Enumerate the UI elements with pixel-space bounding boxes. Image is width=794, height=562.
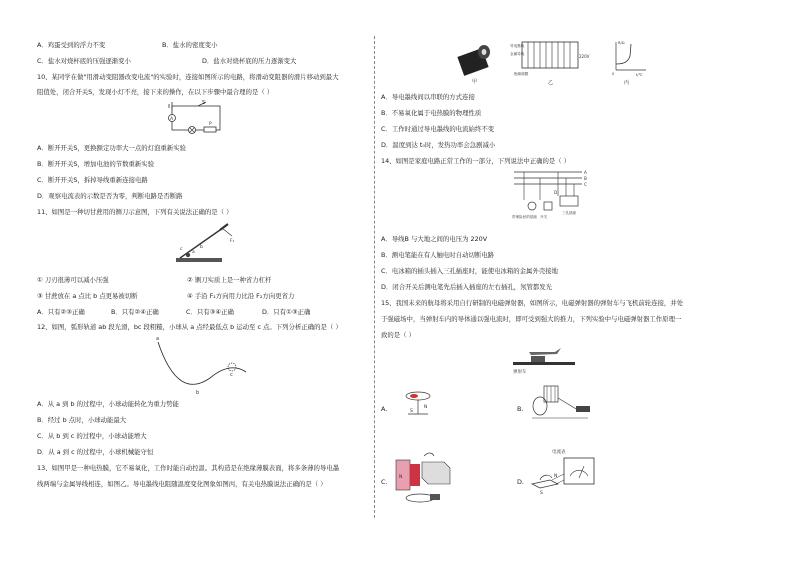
q11-option-b: B．只有②④正确 xyxy=(111,308,159,316)
q11-label-c: c xyxy=(180,247,183,252)
q11-option-c: C．只有③④正确 xyxy=(186,308,234,316)
q10-stem-line2: 阻值处，闭合开关S，发现小灯不亮，接下来的操作，在以下步骤中最合理的是（ ） xyxy=(37,88,274,96)
q15-option-b-letter: B. xyxy=(517,405,524,413)
q14-household-circuit-diagram xyxy=(510,166,600,228)
q13-option-d: D．温度到达 t₀时，发热功率会急剧减小 xyxy=(381,141,496,149)
q15-option-c-figure xyxy=(394,450,458,512)
q12-option-b: B．经过 b 点时，小球动能最大 xyxy=(37,416,127,424)
q15-d-pole-s: S xyxy=(540,491,543,496)
q13-label-ink: 导电墨线 xyxy=(510,44,525,48)
q13-stem-line2: 线两端与金属导线相连，如图乙。导电墨线电阻随温度变化图象如图丙，有关电热膜说法正确的是（ ） xyxy=(37,480,327,488)
q11-label-f1: F₁ xyxy=(230,239,235,244)
q14-label-socket: 三孔插座 xyxy=(562,211,577,215)
q10-option-b: B．断开开关S，增加电池的节数重新实验 xyxy=(37,160,155,168)
q11-option-d: D．只有①③正确 xyxy=(262,308,311,316)
q15-catapult-diagram xyxy=(505,344,585,374)
q12-label-c: c xyxy=(230,372,233,378)
q14-stem: 14、如图是家庭电路正常工作的一部分，下列说法中正确的是（ ） xyxy=(381,157,571,165)
q12-track-diagram xyxy=(150,334,260,396)
q10-label-p: P xyxy=(209,122,212,127)
q14-label-c: C xyxy=(584,182,587,187)
q14-label-d: D xyxy=(554,190,558,195)
prev-option-b: B．盐水的密度变小 xyxy=(162,41,218,49)
q15-d-pole-n: N xyxy=(554,474,558,479)
q10-option-c: C．断开开关S，拆掉导线重新连接电路 xyxy=(37,176,148,184)
q11-label-a: a xyxy=(192,250,195,255)
q13-label-220v: 220V xyxy=(579,54,590,59)
q13-caption-yi: 乙 xyxy=(548,80,554,86)
q12-option-d: D．从 a 到 c 的过程中，小球机械能守恒 xyxy=(37,448,154,456)
q12-label-a: a xyxy=(156,336,160,342)
q14-option-b: B．测电笔能在有人触电时自动切断电路 xyxy=(381,251,495,259)
q15-option-a-figure xyxy=(392,384,440,424)
q10-stem-line1: 10、某同学在做"用滑动变阻器改变电流"的实验时，连接如图所示的电路，将滑动变阻器的滑片移动到最大 xyxy=(37,73,339,81)
q10-option-d: D．观察电流表的示数是否为零，判断电路是否断路 xyxy=(37,192,183,200)
q15-option-b-figure xyxy=(528,382,604,426)
q12-option-c: C．从 b 到 c 的过程中，小球动能增大 xyxy=(37,432,147,440)
q14-label-b: B xyxy=(584,176,587,181)
q11-stem: 11、如图是一种切甘蔗用的铡刀示意图，下列有关说法正确的是（ ） xyxy=(37,208,233,216)
q13-option-b: B．不易氧化属于电热膜的物理性质 xyxy=(381,109,482,117)
q15-stem-line1: 15、我国未来的航母将采用自行研制的电磁弹射器，如图所示，电磁弹射器的弹射车与飞机前轮连接，并处 xyxy=(381,299,684,307)
q10-option-a: A．断开开关S，更换额定功率大一点的灯泡重新实验 xyxy=(37,144,187,152)
q10-circuit-diagram xyxy=(160,98,230,134)
q14-option-d: D．闭合开关后测电笔先后插入插座的左右插孔，氖管都发光 xyxy=(381,283,553,291)
q15-a-pole-s: S xyxy=(410,409,413,414)
q15-option-c-letter: C. xyxy=(381,478,388,486)
q14-label-a: A xyxy=(584,170,587,175)
q10-label-a: A xyxy=(170,117,174,122)
q11-statement-3: ③ 甘蔗放在 a 点比 b 点更易被切断 xyxy=(37,292,138,300)
q11-statement-1: ① 刀刃很薄可以减小压强 xyxy=(37,276,109,284)
q11-cutter-diagram xyxy=(172,218,244,266)
q13-label-film: 绝缘薄膜 xyxy=(514,72,529,76)
q11-option-a: A．只有②③正确 xyxy=(37,308,85,316)
q13-caption-jia: 甲 xyxy=(472,79,478,85)
q13-axis-t: t/℃ xyxy=(636,73,643,77)
q11-statement-2: ② 铡刀实质上是一种省力杠杆 xyxy=(187,276,272,284)
q12-label-b: b xyxy=(196,390,200,396)
q13-figure-bing xyxy=(608,38,650,86)
q12-option-a: A．从 a 到 b 的过程中，小球动能转化为重力势能 xyxy=(37,400,179,408)
q12-stem: 12、如图，弧形轨道 ab 段光滑，bc 段粗糙，小球从 a 点经最低点 b 运动至 c 点。下列分析正确的是（ ） xyxy=(37,323,342,331)
q15-ammeter-label: 电流表 xyxy=(552,450,566,455)
prev-option-c: C．盐水对烧杯底的压强逐渐变小 xyxy=(37,57,131,65)
q13-axis-origin: 0 xyxy=(612,72,615,76)
prev-option-a: A．鸡蛋受到的浮力不变 xyxy=(37,41,106,49)
q11-label-b: b xyxy=(200,245,203,250)
q15-label-catapult: 弹射车 xyxy=(513,370,527,375)
q13-option-a: A．导电墨线间以串联的方式连接 xyxy=(381,93,475,101)
q14-label-fused-socket: 带保险丝的插座 xyxy=(512,215,538,219)
q13-stem-line1: 13、如图甲是一种电热膜，它不易氧化，工作时能自动控温。其构造是在绝缘薄膜表面，将多条薄的导电墨 xyxy=(37,464,340,472)
q15-option-d-letter: D. xyxy=(517,478,524,486)
q15-option-d-figure xyxy=(528,444,608,512)
q13-option-c: C．工作时通过导电墨线的电流始终不变 xyxy=(381,125,495,133)
q13-label-wire: 金属导线 xyxy=(510,52,525,56)
q13-axis-r: R/Ω xyxy=(618,41,625,45)
q13-figure-jia xyxy=(450,38,498,84)
q10-label-s: S xyxy=(202,100,206,106)
prev-option-d: D．盐水对烧杯底的压力逐渐变大 xyxy=(202,57,297,65)
q11-statement-4: ④ 手沿 F₁方向用力比沿 F₂方向更省力 xyxy=(187,292,295,300)
q13-figure-yi xyxy=(508,38,600,86)
q15-option-a-letter: A. xyxy=(381,405,388,413)
column-divider xyxy=(374,36,375,518)
q14-option-a: A．导线B 与大地之间的电压为 220V xyxy=(381,235,488,243)
q14-option-c: C．电冰箱的插头插入三孔插座时，能使电冰箱的金属外壳接地 xyxy=(381,267,559,275)
q15-stem-line3: 致的是（ ） xyxy=(381,331,415,339)
q15-c-pole-n: N xyxy=(399,475,403,480)
q15-stem-line2: 于强磁场中，当弹射车内的导体通以强电流时，即可受到强大的推力，下列实验中与电磁弹射器工作原理一 xyxy=(381,315,682,323)
q15-a-pole-n: N xyxy=(424,405,428,410)
q13-caption-bing: 丙 xyxy=(624,80,630,86)
q14-label-switch: 开关 xyxy=(540,215,548,219)
